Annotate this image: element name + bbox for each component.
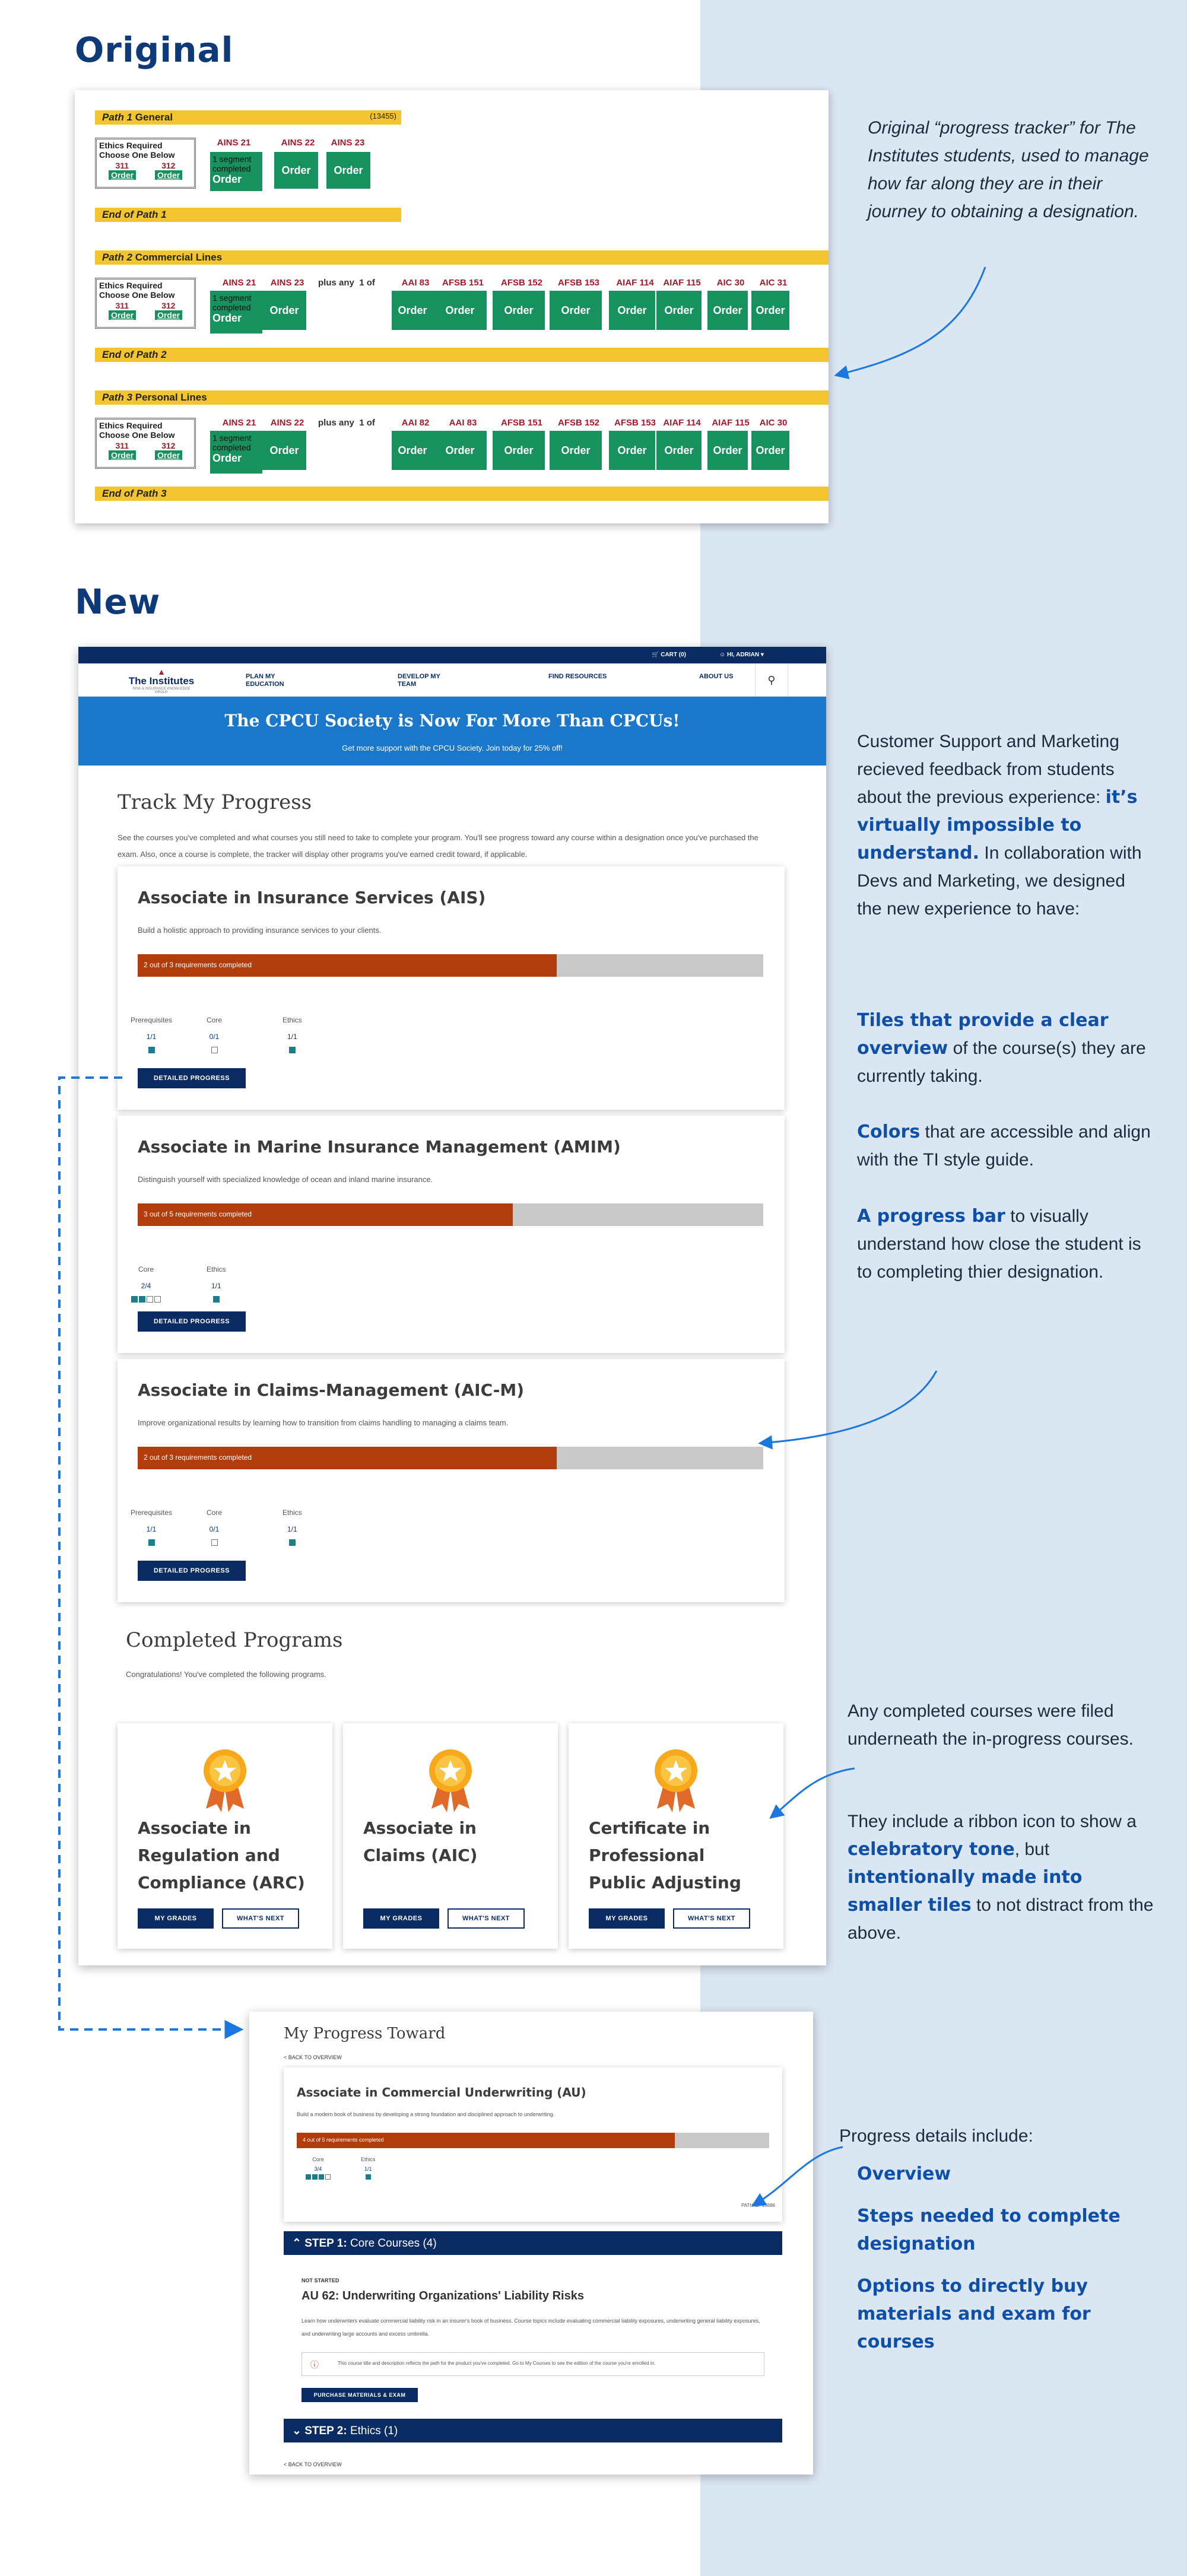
requirement-core: Core 2/4 [131, 1265, 161, 1304]
whats-next-button[interactable]: WHAT'S NEXT [222, 1908, 299, 1929]
order-button[interactable]: Order [707, 291, 748, 330]
order-button[interactable]: Order [751, 431, 789, 470]
note-original: Original “progress tracker” for The Institutes students, used to manage how far along they are in their journey to obtaining a designation. [868, 118, 1149, 221]
completed-program-title: Associate in Regulation and Compliance (ARC) [138, 1818, 305, 1892]
arrow-original [837, 267, 985, 375]
course-status: NOT STARTED [301, 2278, 339, 2283]
detail-progress-bar: 4 out of 5 requirements completed [297, 2133, 769, 2148]
info-icon: ⓘ [310, 2360, 319, 2369]
course-info-notice: ⓘ This course title and description reflects the path for the product you've completed. Go to My Courses to see the edition of the course you're enrolled in. [301, 2352, 764, 2376]
segment-completed: 1 segment completed Order [210, 431, 262, 474]
note-details-list: Overview Steps needed to complete designation Options to directly buy materials and exam for courses [857, 2164, 1121, 2352]
arrow-tiles [761, 1371, 937, 1443]
plus-any-label: plus any 1 of [318, 418, 375, 428]
order-button[interactable]: Order [433, 291, 487, 330]
path-1-end: End of Path 1 [95, 208, 401, 222]
detailed-progress-button[interactable]: DETAILED PROGRESS [138, 1068, 246, 1088]
path-3-end: End of Path 3 [95, 487, 829, 501]
program-title: Associate in Insurance Services (AIS) [138, 888, 486, 907]
detailed-progress-button[interactable]: DETAILED PROGRESS [138, 1561, 246, 1581]
ethics-order-312[interactable]: Order [155, 450, 182, 460]
menu-plan-education[interactable]: PLAN MY EDUCATION [246, 673, 284, 688]
original-heading: Original [75, 30, 234, 70]
my-grades-button[interactable]: MY GRADES [138, 1908, 214, 1929]
progress-bar: 2 out of 3 requirements completed [138, 954, 763, 977]
segment-completed: 1 segment completed Order [210, 152, 262, 191]
note-progress-bar: A progress bar to visually understand how close the student is to completing thier designation. [857, 1206, 1141, 1282]
new-heading: New [75, 582, 161, 622]
ethics-order-311[interactable]: Order [109, 310, 136, 320]
logo-flag-icon: ▲ [157, 667, 166, 676]
requirement-core: Core 0/1 [207, 1016, 222, 1055]
ethics-required-box: Ethics Required Choose One Below 311 312 Order Order [95, 278, 196, 329]
path-3-header: Path 3 Personal Lines [95, 390, 829, 405]
course-code: AINS 22 [270, 418, 304, 428]
menu-find-resources[interactable]: FIND RESOURCES [548, 673, 607, 680]
logo[interactable]: ▲ The Institutes RISK & INSURANCE KNOWLEDGE GROUP [126, 667, 197, 694]
order-button[interactable]: Order [262, 431, 306, 470]
order-button[interactable]: Order [656, 291, 702, 330]
course-code: AFSB 152 [557, 418, 600, 428]
course-code: AINS 22 [281, 138, 315, 148]
completed-title: Completed Programs [126, 1628, 343, 1652]
arrow-completed [772, 1768, 855, 1817]
requirement-ethics: Ethics 1/1 [207, 1265, 226, 1304]
course-code: AIC 30 [716, 278, 745, 288]
path-2-end: End of Path 2 [95, 348, 829, 362]
course-code: AFSB 153 [557, 278, 600, 288]
menu-about[interactable]: ABOUT US [699, 673, 734, 680]
course-code: AINS 21 [217, 138, 251, 148]
order-button[interactable]: Order [493, 291, 545, 330]
course-code: AFSB 151 [442, 278, 484, 288]
menu-develop-team[interactable]: DEVELOP MY TEAM [398, 673, 440, 688]
search-icon[interactable]: ⚲ [755, 663, 788, 697]
plus-any-label: plus any 1 of [318, 278, 375, 288]
step-2-accordion[interactable]: ⌄ STEP 2: Ethics (1) [284, 2419, 782, 2442]
completed-program-title: Certificate in Professional Public Adjusting [589, 1818, 741, 1892]
order-button[interactable]: Order [609, 431, 655, 470]
course-code: AINS 23 [331, 138, 365, 148]
req-core: Core 3/4 [305, 2156, 331, 2181]
course-code: AFSB 152 [500, 278, 543, 288]
completed-description: Congratulations! You've completed the following programs. [126, 1670, 326, 1679]
order-button[interactable]: Order [262, 291, 306, 330]
note-details: Progress details include: [839, 2126, 1033, 2146]
course-code: AIAF 115 [712, 418, 750, 428]
order-button[interactable]: Order [493, 431, 545, 470]
course-code: AINS 21 [222, 278, 256, 288]
course-code: AINS 21 [222, 418, 256, 428]
course-code: AAI 83 [449, 418, 477, 428]
ethics-order-311[interactable]: Order [109, 170, 136, 180]
chevron-up-icon: ⌃ [292, 2237, 301, 2250]
course-code: AAI 83 [401, 278, 430, 288]
ethics-order-311[interactable]: Order [109, 450, 136, 460]
program-description: Distinguish yourself with specialized knowledge of ocean and inland marine insurance. [138, 1175, 433, 1184]
order-button[interactable]: Order [212, 312, 242, 324]
program-description: Improve organizational results by learning how to transition from claims handling to managing a claims team. [138, 1418, 509, 1427]
note-completed: Any completed courses were filed underneath the in-progress courses. [848, 1701, 1134, 1749]
page-title: Track My Progress [118, 790, 312, 814]
order-button[interactable]: Order [550, 291, 602, 330]
detailed-progress-button[interactable]: DETAILED PROGRESS [138, 1311, 246, 1332]
whats-next-button[interactable]: WHAT'S NEXT [673, 1908, 750, 1929]
banner-subtitle: Get more support with the CPCU Society. Join today for 25% off! [342, 744, 563, 752]
order-button[interactable]: Order [550, 431, 602, 470]
course-code: AAI 82 [401, 418, 430, 428]
page-description: See the courses you've completed and what courses you still need to take to complete your program. You'll see progress toward any course within a designation once you've purchased the exam. Also, once a course is complete, the tracker will display other programs you've earned credit toward, if applicable. [118, 833, 758, 859]
path-1-header: Path 1 General (13455) [95, 110, 401, 125]
order-button[interactable]: Order [433, 431, 487, 470]
arrow-detailed-progress-link [59, 1078, 240, 2029]
course-title: AU 62: Underwriting Organizations' Liability Risks [301, 2289, 584, 2302]
ethics-order-312[interactable]: Order [155, 170, 182, 180]
course-code: AIC 31 [759, 278, 788, 288]
path-2-header: Path 2 Commercial Lines [95, 250, 829, 265]
order-button[interactable]: Order [212, 173, 242, 185]
requirement-ethics: Ethics 1/1 [283, 1016, 302, 1055]
back-to-overview-link-bottom[interactable]: < BACK TO OVERVIEW [284, 2461, 342, 2467]
order-button[interactable]: Order [212, 452, 242, 464]
progress-bar: 2 out of 3 requirements completed [138, 1447, 763, 1469]
note-colors: Colors that are accessible and align with the TI style guide. [857, 1122, 1151, 1170]
requirement-core: Core 0/1 [207, 1508, 222, 1548]
course-description: Learn how underwriters evaluate commercial liability risk in an insurer's book of business. Course topics include evaluating commercial liability exposures, underwriting general liability exposures, and underwriting large accounts and excess umbrella. [301, 2318, 760, 2337]
ethics-order-312[interactable]: Order [155, 310, 182, 320]
whats-next-button[interactable]: WHAT'S NEXT [447, 1908, 525, 1929]
segment-completed: 1 segment completed Order [210, 291, 262, 333]
requirement-ethics: Ethics 1/1 [283, 1508, 302, 1548]
course-code: AINS 23 [270, 278, 304, 288]
order-button[interactable]: Order [392, 431, 433, 470]
course-code: AFSB 153 [614, 418, 656, 428]
my-grades-button[interactable]: MY GRADES [589, 1908, 665, 1929]
order-button[interactable]: Order [707, 431, 748, 470]
course-code: AIAF 115 [663, 278, 701, 288]
course-code: AIAF 114 [663, 418, 701, 428]
course-code: AIAF 114 [616, 278, 654, 288]
banner-title: The CPCU Society is Now For More Than CPCUs! [224, 711, 680, 730]
step-1-accordion[interactable]: ⌃ STEP 1: Core Courses (4) [284, 2231, 782, 2255]
completed-program-title: Associate in Claims (AIC) [363, 1818, 478, 1865]
user-menu[interactable]: ☺ HI, ADRIAN ▾ [719, 652, 764, 658]
ethics-required-box: Ethics Required Choose One Below 311 312 Order Order [95, 418, 196, 469]
detail-title: My Progress Toward [284, 2025, 446, 2043]
note-tiles: Tiles that provide a clear overview of the course(s) they are currently taking. [857, 1010, 1146, 1086]
chevron-down-icon: ⌄ [292, 2425, 301, 2437]
order-button[interactable]: Order [656, 431, 702, 470]
order-button[interactable]: Order [326, 152, 370, 189]
arrow-details [754, 2147, 843, 2205]
order-button[interactable]: Order [274, 152, 318, 189]
program-description: Build a holistic approach to providing insurance services to your clients. [138, 926, 382, 935]
program-title: Associate in Claims-Management (AIC-M) [138, 1380, 525, 1400]
back-to-overview-link[interactable]: < BACK TO OVERVIEW [284, 2054, 342, 2060]
purchase-materials-button[interactable]: PURCHASE MATERIALS & EXAM [301, 2388, 418, 2402]
order-button[interactable]: Order [609, 291, 655, 330]
note-ribbon: They include a ribbon icon to show a celebratory tone, but intentionally made into smaller tiles to not distract from the above. [848, 1812, 1154, 1943]
order-button[interactable]: Order [751, 291, 789, 330]
course-code: AIC 30 [759, 418, 788, 428]
detail-program-title: Associate in Commercial Underwriting (AU) [297, 2085, 586, 2099]
req-ethics: Ethics 1/1 [361, 2156, 376, 2181]
ethics-required-box: Ethics Required Choose One Below 311 312 Order Order [95, 138, 196, 189]
progress-bar: 3 out of 5 requirements completed [138, 1203, 763, 1226]
detail-program-desc: Build a modern book of business by developing a strong foundation and disciplined approach to underwriting. [297, 2111, 555, 2117]
order-button[interactable]: Order [392, 291, 433, 330]
requirement-prerequisites: Prerequisites 1/1 [131, 1016, 172, 1055]
course-code: AFSB 151 [500, 418, 543, 428]
requirement-prerequisites: Prerequisites 1/1 [131, 1508, 172, 1548]
note-feedback: Customer Support and Marketing recieved feedback from students about the previous experience: it’s virtually impossible to understand. In collaboration with Devs and Marketing, we designed the new experience to have: [857, 732, 1142, 919]
my-grades-button[interactable]: MY GRADES [363, 1908, 439, 1929]
program-title: Associate in Marine Insurance Management (AMIM) [138, 1137, 621, 1157]
path-id: PATH ID: 15886 [741, 2203, 775, 2208]
cart-link[interactable]: 🛒 CART (0) [652, 652, 687, 658]
